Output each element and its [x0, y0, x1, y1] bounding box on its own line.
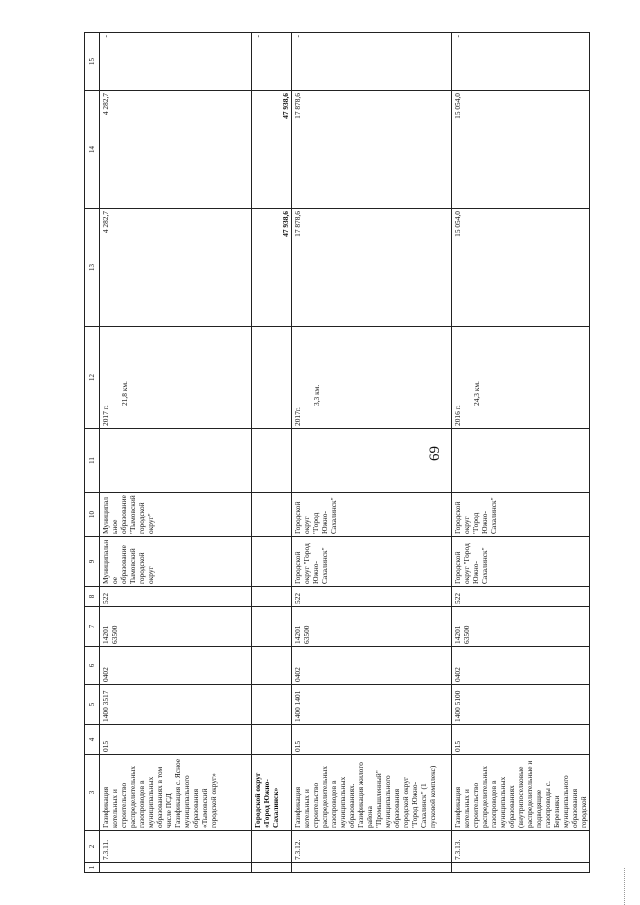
table-cell: 015: [292, 725, 452, 755]
scan-artifact: [624, 868, 626, 905]
table-cell: [252, 685, 292, 725]
table-cell: 522: [100, 587, 252, 607]
table-cell: [252, 587, 292, 607]
col-header: 3: [85, 755, 100, 831]
table-cell: Муниципальное образование Тымовский городской округ: [100, 537, 252, 587]
table-cell: [252, 831, 292, 863]
col-header: 7: [85, 607, 100, 647]
table-cell: Городской округ "Город Южно-Сахалинск": [292, 537, 452, 587]
table-cell: [100, 327, 252, 429]
table-cell: -: [252, 33, 292, 91]
length: 3,3 км.: [312, 384, 321, 406]
amount-cell: 17 878,6: [292, 91, 452, 209]
table-cell: Муниципальное образование "Тымовский городской округ": [100, 493, 252, 537]
table-row: [100, 33, 252, 873]
table-cell: [100, 863, 252, 873]
table-cell: [252, 607, 292, 647]
table-cell: [452, 863, 590, 873]
table-cell: [100, 429, 252, 493]
col-header: 4: [85, 725, 100, 755]
table-cell: [452, 327, 590, 429]
table-cell: 14201 63500: [452, 607, 590, 647]
table-cell: 522: [292, 587, 452, 607]
col-header: 2: [85, 831, 100, 863]
table-cell: [452, 429, 590, 493]
table-row: [252, 33, 292, 873]
amount-cell: 4 282,7: [100, 91, 252, 209]
page-number: 69: [427, 446, 443, 461]
table-cell: Городской округ "Город Южно-Сахалинск": [292, 493, 452, 537]
row-number: 7.3.11.: [100, 831, 252, 863]
table-cell: 0402: [292, 647, 452, 685]
amount-cell: 17 878,6: [292, 209, 452, 327]
row-number: 7.3.13.: [452, 831, 590, 863]
table-cell: [252, 863, 292, 873]
group-title: Городской округ «Город Южно-Сахалинск»: [252, 755, 292, 831]
col-header: 6: [85, 647, 100, 685]
table-cell: [252, 537, 292, 587]
amount-cell: 47 938,6: [252, 209, 292, 327]
project-description: Газификация котельных и строительство распределительных газопроводов в муниципальных образованиях в том числе ПСД Газификация с. Ясное муниципального образования «Тымовский городской округ»: [100, 755, 252, 831]
col-header: 10: [85, 493, 100, 537]
table-cell: 522: [452, 587, 590, 607]
table-cell: [292, 429, 452, 493]
completion-year: 2017 г.: [101, 405, 110, 426]
table-cell: 0402: [452, 647, 590, 685]
table-cell: 1400 5100: [452, 685, 590, 725]
table-cell: [252, 493, 292, 537]
table-cell: 0402: [100, 647, 252, 685]
table-cell: -: [452, 33, 590, 91]
table-cell: [292, 863, 452, 873]
table-cell: 015: [100, 725, 252, 755]
table-cell: 14201 63500: [100, 607, 252, 647]
amount-cell: 47 938,6: [252, 91, 292, 209]
table-cell: Городской округ "Город Южно-Сахалинск": [452, 537, 590, 587]
project-description: Газификация котельных и строительство распределительных газопроводов в муниципальных образованиях (внутрипоселковые распределительные и подводящие газопроводы с. Березняки муниципального образования городской: [452, 755, 590, 831]
row-number: 7.3.12.: [292, 831, 452, 863]
length: 24,3 км.: [472, 381, 481, 406]
data-table: [84, 32, 590, 873]
table-cell: [292, 327, 452, 429]
table-cell: [252, 647, 292, 685]
col-header: 14: [85, 91, 100, 209]
header-row: [85, 33, 100, 873]
length: 21,8 км.: [120, 381, 129, 406]
col-header: 5: [85, 685, 100, 725]
table-cell: [252, 327, 292, 429]
table-cell: 14201 63500: [292, 607, 452, 647]
table-row: [292, 33, 452, 873]
table-row: [452, 33, 590, 873]
rotated-table-canvas: [84, 33, 588, 873]
col-header: 12: [85, 327, 100, 429]
table-cell: Городской округ "Город Южно-Сахалинск": [452, 493, 590, 537]
table-cell: 1400 1401: [292, 685, 452, 725]
table-cell: [252, 725, 292, 755]
table-cell: [252, 429, 292, 493]
col-header: 11: [85, 429, 100, 493]
project-description: Газификация котельных и строительство распределительных газопроводов в муниципальных образованиях. Газификация жилого района "Промышленный" муниципального образования городской округ "Город Южно-Сахалинск" (1 пусковой комплекс): [292, 755, 452, 831]
col-header: 1: [85, 863, 100, 873]
completion-year: 2017г.: [293, 407, 302, 426]
col-header: 8: [85, 587, 100, 607]
table-cell: 015: [452, 725, 590, 755]
table-cell: -: [292, 33, 452, 91]
col-header: 9: [85, 537, 100, 587]
col-header: 15: [85, 33, 100, 91]
amount-cell: 15 054,0: [452, 209, 590, 327]
col-header: 13: [85, 209, 100, 327]
amount-cell: 4 282,7: [100, 209, 252, 327]
completion-year: 2016 г.: [453, 405, 462, 426]
table-cell: -: [100, 33, 252, 91]
amount-cell: 15 054,0: [452, 91, 590, 209]
rotated-table-container: [84, 33, 588, 873]
table-cell: 1400 3517: [100, 685, 252, 725]
